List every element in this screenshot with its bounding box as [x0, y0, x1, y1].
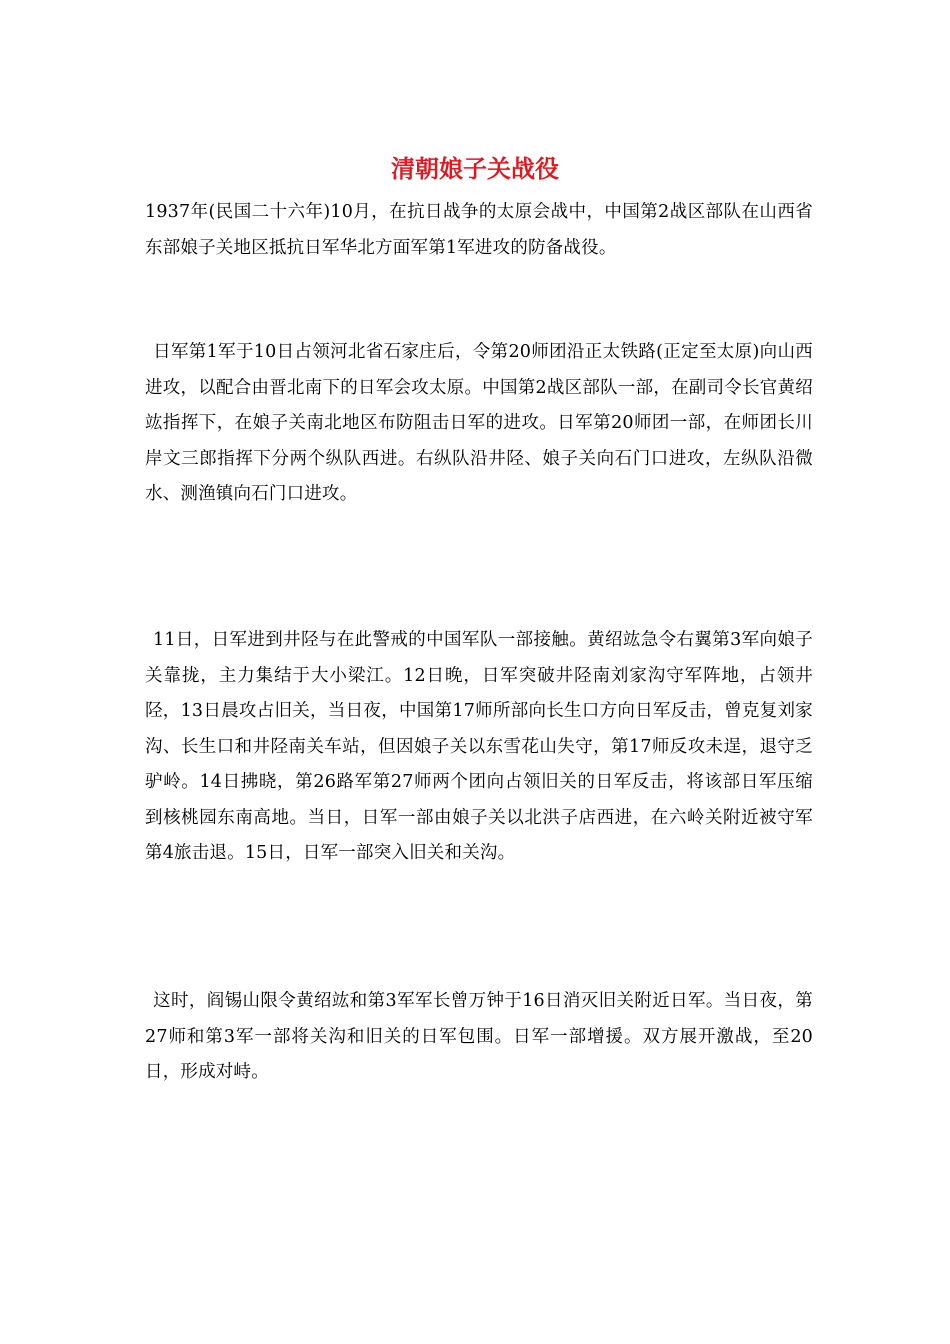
paragraph-intro-text: 1937年(民国二十六年)10月，在抗日战争的太原会战中，中国第2战区部队在山西省东部娘子关地区抵抗日军华北方面军第1军进攻的防备战役。 [145, 202, 813, 258]
paragraph-japanese-advance-text: 日军第1军于10日占领河北省石家庄后，令第20师团沿正太铁路(正定至太原)向山西进攻，以配合由晋北南下的日军会攻太原。中国第2战区部队一部，在副司令长官黄绍竑指挥下，在娘子关南北地区布防阻击日军的进攻。日军第20师团一部，在师团长川岸文三郎指挥下分两个纵队西进。右纵队沿井陉、娘子关向石门口进攻，左纵队沿微水、测渔镇向石门口进攻。 [145, 342, 813, 504]
paragraph-japanese-advance [145, 335, 813, 513]
paragraph-stalemate [145, 984, 813, 1091]
paragraph-battle-details-text: 11日，日军进到井陉与在此警戒的中国军队一部接触。黄绍竑急令右翼第3军向娘子关靠拢，主力集结于大小梁江。12日晚，日军突破井陉南刘家沟守军阵地，占领井陉，13日晨攻占旧关，当日夜，中国第17师所部向长生口方向日军反击，曾克复刘家沟、长生口和井陉南关车站，但因娘子关以东雪花山失守，第17师反攻未逞，退守乏驴岭。14日拂晓，第26路军第27师两个团向占领旧关的日军反击，将该部日军压缩到核桃园东南高地。当日，日军一部由娘子关以北洪子店西进，在六岭关附近被守军第4旅击退。15日，日军一部突入旧关和关沟。 [145, 630, 813, 863]
page-title: 清朝娘子关战役 [391, 154, 559, 183]
paragraph-stalemate-text: 这时，阎锡山限令黄绍竑和第3军军长曾万钟于16日消灭旧关附近日军。当日夜，第27师和第3军一部将关沟和旧关的日军包围。日军一部增援。双方展开激战，至20日，形成对峙。 [145, 991, 813, 1082]
paragraph-battle-details [145, 623, 813, 872]
paragraph-intro [145, 195, 813, 266]
